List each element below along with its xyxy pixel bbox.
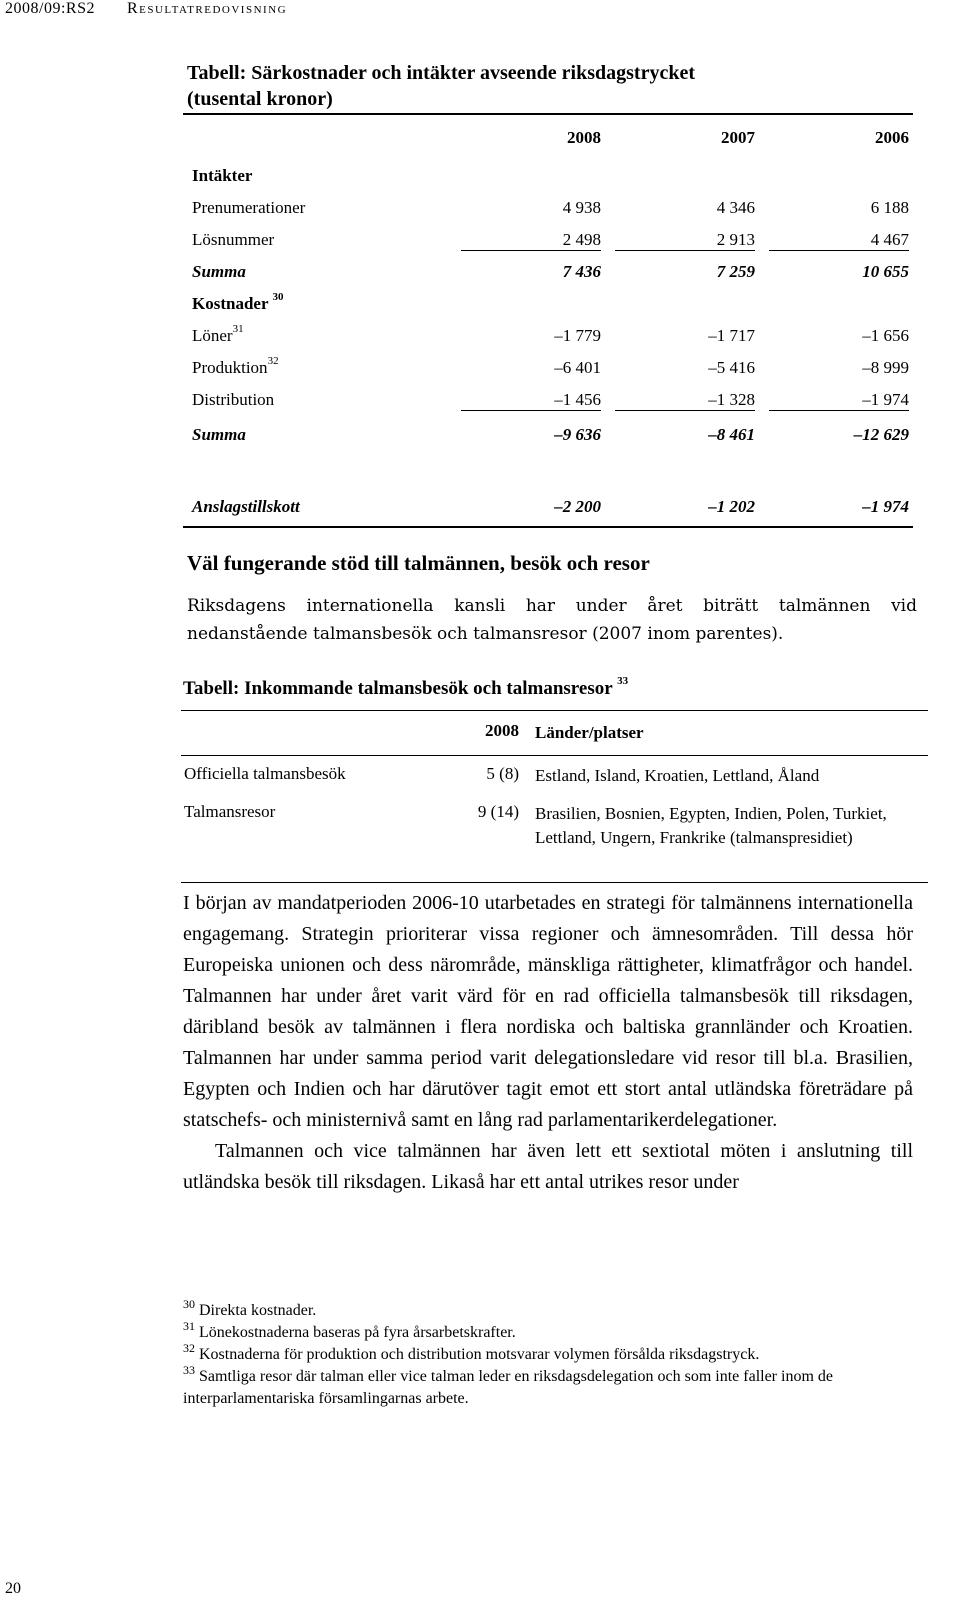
footnotes: [183, 1297, 923, 1409]
table-row: Officiella talmansbesök 5 (8) Estland, Island, Kroatien, Lettland, Åland: [184, 764, 820, 785]
footnote-ref: 31: [232, 323, 244, 335]
table2-title: Tabell: Inkommande talmansbesök och talmansresor $^{33}$: [183, 675, 629, 699]
table-header-row: 2008 2007 2006: [567, 127, 909, 147]
table-row: Löner$^{31}$ –1 779 –1 717 –1 656: [192, 323, 909, 345]
table-row-grant: Anslagstillskott –2 200 –1 202 –1 974: [192, 497, 909, 516]
footnote: $^{33}$ Samtliga resor där talman eller vice talman leder en riksdagsdelegation och som inte faller inom de interparlamentariska församlingarnas arbete.: [183, 1363, 833, 1407]
footnote-ref: 30: [272, 291, 284, 303]
section-intro-text: Riksdagens internationella kansli har under året biträtt talmännen vid nedanstående talmansbesök och talmansresor (2007 inom parentes).: [187, 596, 917, 644]
table-row-sum: Summa –9 636 –8 461 –12 629: [192, 425, 909, 444]
table1-title: Tabell: Särkostnader och intäkter avseende riksdagstrycket (tusental kronor): [187, 62, 695, 110]
section-title: Resultatredovisning: [126, 0, 288, 17]
table-row: Kostnader $^{30}$: [192, 291, 284, 313]
table-row: Prenumerationer 4 938 4 346 6 188: [192, 198, 909, 217]
running-header: [5, 0, 287, 18]
footnote-ref: 32: [267, 355, 279, 367]
paragraph: I början av mandatperioden 2006-10 utarbetades en strategi för talmännens internationella engagemang. Strategin prioriterar vissa regioner och ämnesområden. Till dessa hör Europeiska unionen och dess närområde, mänskliga rättigheter, klimatfrågor och handel. Talmannen har under året varit värd för en rad officiella talmansbesök till riksdagen, däribland besök av talmännen i flera nordiska och baltiska grannländer och Kroatien. Talmannen har under samma period varit delegationsledare vid resor till bl.a. Brasilien, Egypten och Indien och har därutöver tagit emot ett stort antal utländska företrädare på statschefs- och ministernivå samt en lång rad parlamentarikerdelegationer.: [183, 892, 913, 1131]
table-row-sum: Summa 7 436 7 259 10 655: [192, 262, 909, 281]
footnote: $^{31}$ Lönekostnaderna baseras på fyra årsarbetskrafter.: [183, 1319, 516, 1341]
section-heading: Väl fungerande stöd till talmännen, besök och resor: [187, 551, 650, 575]
table-costs-income: [183, 113, 913, 528]
table-header-row: 2008 Länder/platser: [181, 711, 928, 756]
body-text: [183, 888, 913, 1198]
table-visits-travels: [181, 710, 928, 883]
table-row: Lösnummer 2 498 2 913 4 467: [192, 229, 909, 249]
footnote-ref: 33: [617, 675, 629, 687]
table-row: Intäkter: [192, 166, 253, 185]
document-id: 2008/09:RS2: [5, 0, 95, 17]
footnote: $^{30}$ Direkta kostnader.: [183, 1297, 317, 1319]
table-row: Talmansresor 9 (14) Brasilien, Bosnien, Egypten, Indien, Polen, Turkiet, Lettland, Ungern, Frankrike (talmanspresidiet): [184, 802, 887, 847]
table-row: Distribution –1 456 –1 328 –1 974: [192, 389, 909, 409]
page-number: 20: [5, 1580, 21, 1597]
table-row: Produktion$^{32}$ –6 401 –5 416 –8 999: [192, 355, 909, 377]
footnote: $^{32}$ Kostnaderna för produktion och distribution motsvarar volymen försålda riksdagstryck.: [183, 1341, 760, 1363]
paragraph: Talmannen och vice talmännen har även lett ett sextiotal möten i anslutning till utländska besök till riksdagen. Likaså har ett antal utrikes resor under: [183, 1140, 913, 1193]
